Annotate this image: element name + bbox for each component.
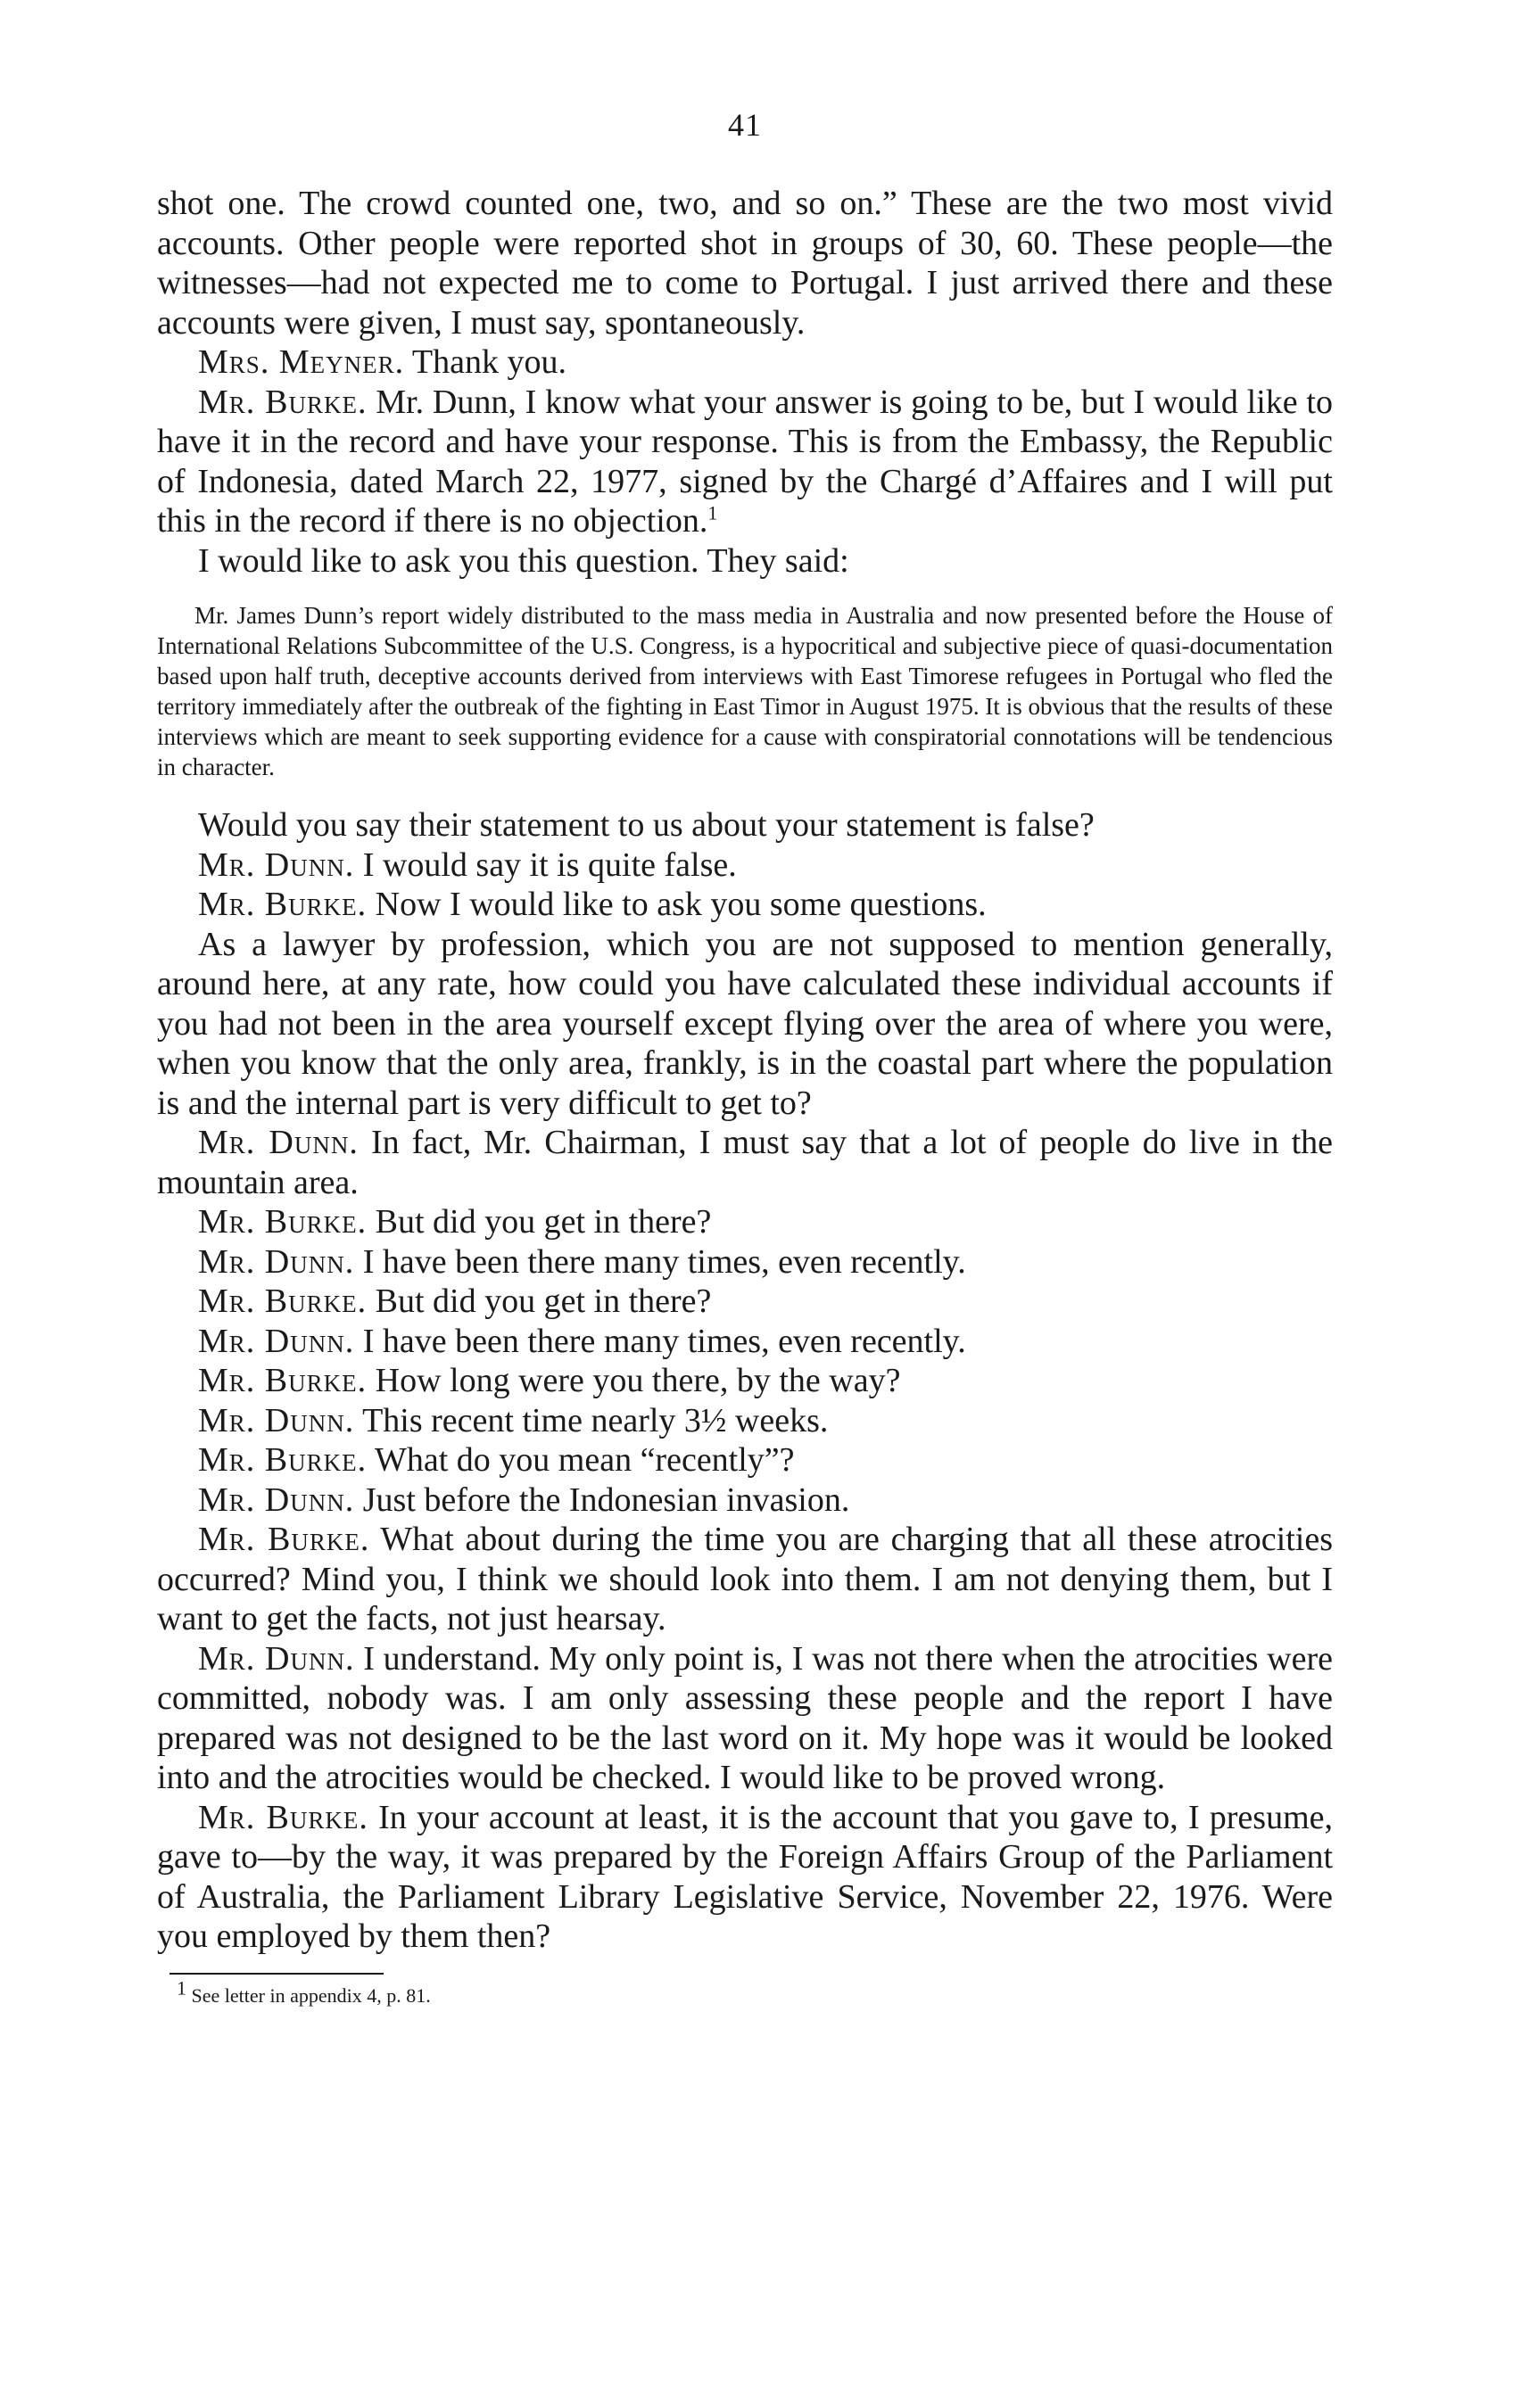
paragraph: [157, 805, 1333, 845]
paragraph: [157, 1798, 1333, 1957]
speaker-name: Mr. Burke.: [198, 383, 368, 421]
speaker-name: Mr. Dunn.: [198, 1124, 359, 1161]
footnote-reference: 1: [707, 501, 718, 524]
paragraph-text: But did you get in there?: [375, 1282, 712, 1320]
paragraph-text: I would say it is quite false.: [362, 845, 737, 884]
paragraph-text: What about during the time you are charging that all these atrocities occurred? Mind you, I think we should look into them. I am not denying them, but I want to get the facts, not just hearsay.: [157, 1521, 1333, 1637]
footnote-marker: 1: [177, 1976, 186, 2000]
paragraph-text: In fact, Mr. Chairman, I must say that a lot of people do live in the mountain area.: [157, 1124, 1334, 1201]
paragraph: [157, 925, 1333, 1124]
paragraph: [157, 845, 1333, 886]
footnote: [177, 1976, 1333, 2008]
speaker-name: Mr. Dunn.: [198, 845, 355, 884]
paragraph: [157, 1440, 1333, 1480]
paragraph-text: I would like to ask you this question. They said:: [198, 541, 849, 580]
paragraph: [157, 885, 1333, 925]
speaker-name: Mr. Dunn.: [198, 1242, 355, 1281]
speaker-name: Mr. Burke.: [198, 1203, 368, 1241]
paragraph-text: Now I would like to ask you some questions.: [375, 886, 987, 923]
speaker-name: Mr. Burke.: [198, 1441, 368, 1479]
paragraph-text: In your account at least, it is the account that you gave to, I presume, gave to—by the way, it was prepared by the Foreign Affairs Group of the Parliament of Australia, the Parliament Library Legislative Service, November 22, 1976. Were you employed by them then?: [157, 1798, 1333, 1955]
paragraph: [157, 342, 1333, 383]
paragraph: [157, 1242, 1333, 1282]
paragraph-text: How long were you there, by the way?: [375, 1362, 901, 1399]
paragraph-text: I have been there many times, even recently.: [362, 1322, 966, 1360]
speaker-name: Mr. Dunn.: [198, 1322, 355, 1360]
speaker-name: Mr. Burke.: [198, 1362, 368, 1399]
paragraph-text: This recent time nearly 3½ weeks.: [362, 1401, 829, 1439]
document-page: [157, 107, 1333, 2008]
paragraph-text: But did you get in there?: [375, 1203, 712, 1241]
speaker-name: Mr. Dunn.: [198, 1480, 355, 1519]
footnote-text: See letter in appendix 4, p. 81.: [191, 1983, 431, 2007]
speaker-name: Mr. Dunn.: [198, 1401, 355, 1439]
paragraph-text: Mr. Dunn, I know what your answer is going to be, but I would like to have it in the record and have your response. This is from the Embassy, the Republic of Indonesia, dated March 22, 1977, signed by the Chargé d’Affaires and I will put this in the record if there is no objection.: [157, 383, 1333, 540]
speaker-name: Mr. Dunn.: [198, 1639, 355, 1678]
paragraph-text: Just before the Indonesian invasion.: [362, 1480, 850, 1519]
paragraph: [157, 1202, 1333, 1242]
speaker-name: Mr. Burke.: [198, 1798, 368, 1836]
paragraph: [157, 1401, 1333, 1441]
paragraph-text: As a lawyer by profession, which you are not supposed to mention generally, around here, at any rate, how could you have calculated these individual accounts if you had not been in the area yourself except flying over the area of where you were, when you know that the only area, frankly, is in the coastal part where the population is and the internal part is very difficult to get to?: [157, 925, 1333, 1122]
speaker-name: Mr. Burke.: [198, 1282, 368, 1320]
paragraph: [157, 1520, 1333, 1639]
paragraph-text: shot one. The crowd counted one, two, and so on.” These are the two most vivid accounts. Other people were reported shot in groups of 30, 60. These people—the witnesses—had not expected me to come to Portugal. I just arrived there and these accounts were given, I must say, spontaneously.: [157, 185, 1333, 342]
paragraph-text: Would you say their statement to us about your statement is false?: [198, 806, 1095, 844]
paragraph: [157, 1123, 1333, 1202]
paragraph-continuation: [157, 184, 1333, 342]
paragraph-text: I understand. My only point is, I was not there when the atrocities were committed, nobody was. I am only assessing these people and the report I have prepared was not designed to be the last word on it. My hope was it would be looked into and the atrocities would be checked. I would like to be proved wrong.: [157, 1639, 1333, 1796]
paragraph: [157, 1282, 1333, 1322]
paragraph: [157, 1480, 1333, 1521]
paragraph: [157, 1639, 1333, 1798]
speaker-name: Mr. Burke.: [198, 886, 368, 923]
paragraph: [157, 383, 1333, 541]
page-number: 41: [728, 107, 762, 143]
footnote-divider: [169, 1973, 384, 1975]
paragraph: [157, 541, 1333, 581]
paragraph-text: Thank you.: [411, 343, 566, 381]
body-text: [157, 184, 1333, 1957]
paragraph: [157, 1361, 1333, 1401]
speaker-name: Mrs. Meyner.: [198, 343, 405, 381]
paragraph-text: I have been there many times, even recently.: [362, 1242, 966, 1281]
speaker-name: Mr. Burke.: [198, 1521, 370, 1558]
paragraph: [157, 1322, 1333, 1362]
block-quote: Mr. James Dunn’s report widely distributed to the mass media in Australia and now presented before the House of International Relations Subcommittee of the U.S. Congress, is a hypocritical and subjective piece of quasi-documentation based upon half truth, deceptive accounts derived from interviews with East Timorese refugees in Portugal who fled the territory immediately after the outbreak of the fighting in East Timor in August 1975. It is obvious that the results of these interviews which are meant to seek supporting evidence for a cause with conspiratorial connotations will be tendencious in character.: [157, 602, 1333, 780]
paragraph-text: What do you mean “recently”?: [374, 1441, 795, 1479]
